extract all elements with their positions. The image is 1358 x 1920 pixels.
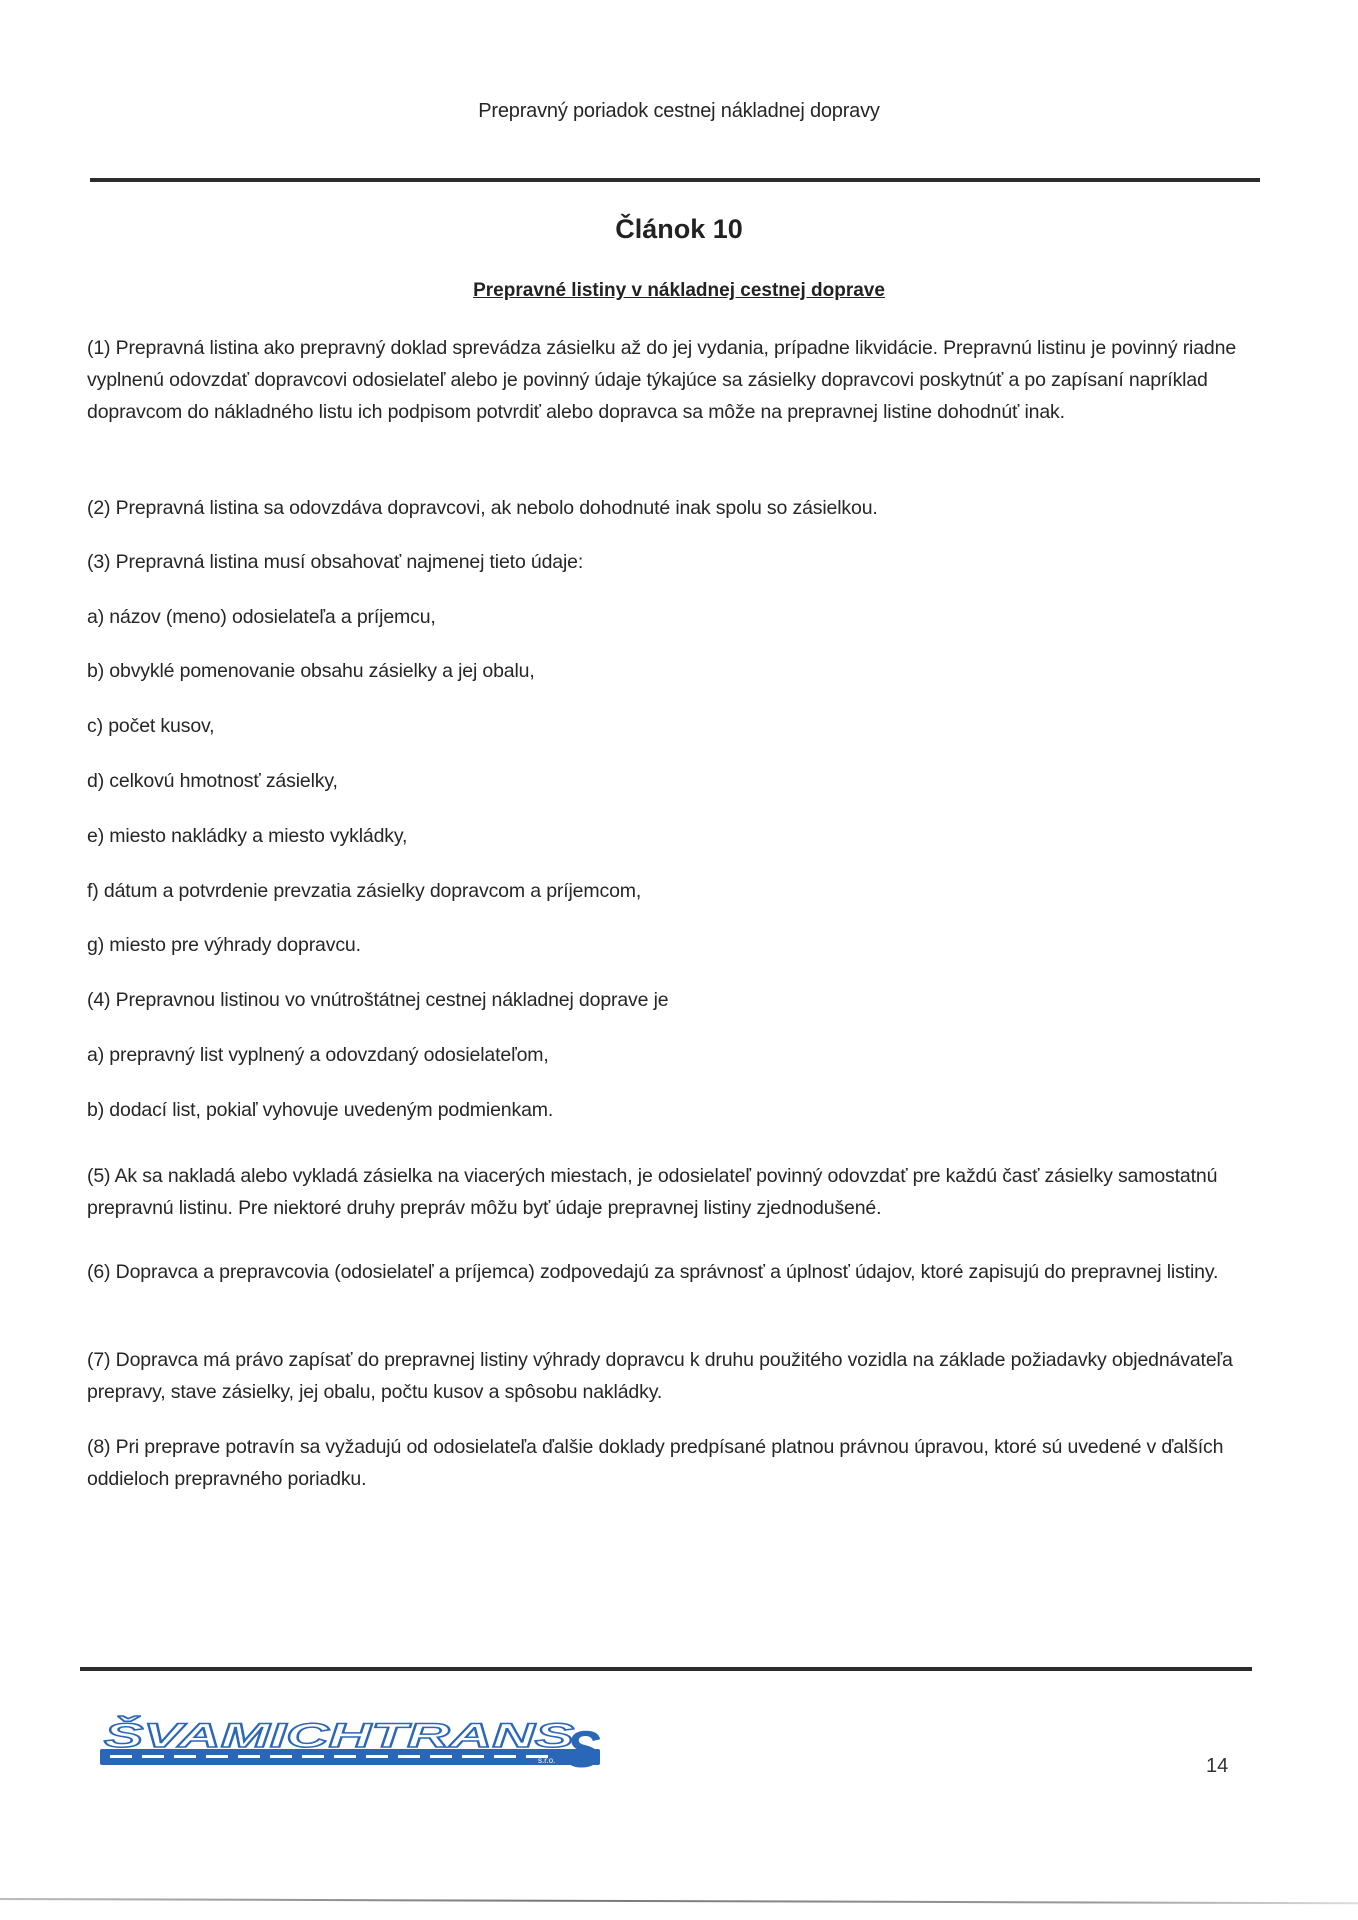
page-number: 14 (1206, 1755, 1229, 1777)
list-item-e: e) miesto nakládky a miesto vykládky, (87, 825, 408, 847)
list-item-d: d) celkovú hmotnosť zásielky, (87, 770, 338, 792)
page-header-title: Prepravný poriadok cestnej nákladnej dopravy (478, 100, 880, 122)
logo-s-letter: S (566, 1721, 601, 1771)
paragraph-7: (7) Dopravca má právo zapísať do prepravnej listiny výhrady dopravcu k druhu použitého vozidla na základe požiadavky objednávateľa prepravy, stave zásielky, jej obalu, počtu kusov a spôsobu nakládky. (87, 1349, 1233, 1403)
scan-edge-line (0, 1898, 1358, 1904)
paragraph-4: (4) Prepravnou listinou vo vnútroštátnej cestnej nákladnej doprave je (87, 989, 669, 1011)
header-rule (90, 178, 1260, 182)
article-title: Článok 10 (615, 214, 743, 244)
list-item-4a: a) prepravný list vyplnený a odovzdaný odosielateľom, (87, 1044, 549, 1066)
list-item-g: g) miesto pre výhrady dopravcu. (87, 934, 361, 956)
list-item-c: c) počet kusov, (87, 715, 215, 737)
list-item-f: f) dátum a potvrdenie prevzatia zásielky dopravcom a príjemcom, (87, 880, 642, 902)
article-subtitle: Prepravné listiny v nákladnej cestnej doprave (473, 280, 885, 301)
company-logo (98, 1715, 698, 1771)
list-item-4b: b) dodací list, pokiaľ vyhovuje uvedeným podmienkam. (87, 1099, 554, 1121)
paragraph-2: (2) Prepravná listina sa odovzdáva dopravcovi, ak nebolo dohodnuté inak spolu so zásielkou. (87, 497, 878, 519)
paragraph-5: (5) Ak sa nakladá alebo vykladá zásielka na viacerých miestach, je odosielateľ povinný odovzdať pre každú časť zásielky samostatnú prepravnú listinu. Pre niektoré druhy prepráv môžu byť údaje prepravnej listiny zjednodušené. (87, 1165, 1218, 1219)
list-item-a: a) názov (meno) odosielateľa a príjemcu, (87, 606, 436, 628)
list-item-b: b) obvyklé pomenovanie obsahu zásielky a jej obalu, (87, 660, 535, 682)
paragraph-6: (6) Dopravca a prepravcovia (odosielateľ a príjemca) zodpovedajú za správnosť a úplnosť údajov, ktoré zapisujú do prepravnej listiny. (87, 1261, 1219, 1283)
paragraph-8: (8) Pri preprave potravín sa vyžadujú od odosielateľa ďalšie doklady predpísané platnou právnou úpravou, ktoré sú uvedené v ďalších oddieloch prepravného poriadku. (87, 1436, 1224, 1490)
footer-rule (80, 1667, 1252, 1671)
paragraph-3: (3) Prepravná listina musí obsahovať najmenej tieto údaje: (87, 551, 584, 573)
paragraph-1: (1) Prepravná listina ako prepravný doklad sprevádza zásielku až do jej vydania, prípadne likvidácie. Prepravnú listinu je povinný riadne vyplnenú odovzdať dopravcovi odosielateľ alebo je povinný údaje týkajúce sa zásielky dopravcovi poskytnúť a po zapísaní napríklad dopravcom do nákladného listu ich podpisom potvrdiť alebo dopravca sa môže na prepravnej listine dohodnúť inak. (87, 337, 1237, 423)
logo-suffix: s.r.o. (538, 1756, 556, 1765)
logo-text: ŠVAMICHTRANS (104, 1717, 376, 1755)
